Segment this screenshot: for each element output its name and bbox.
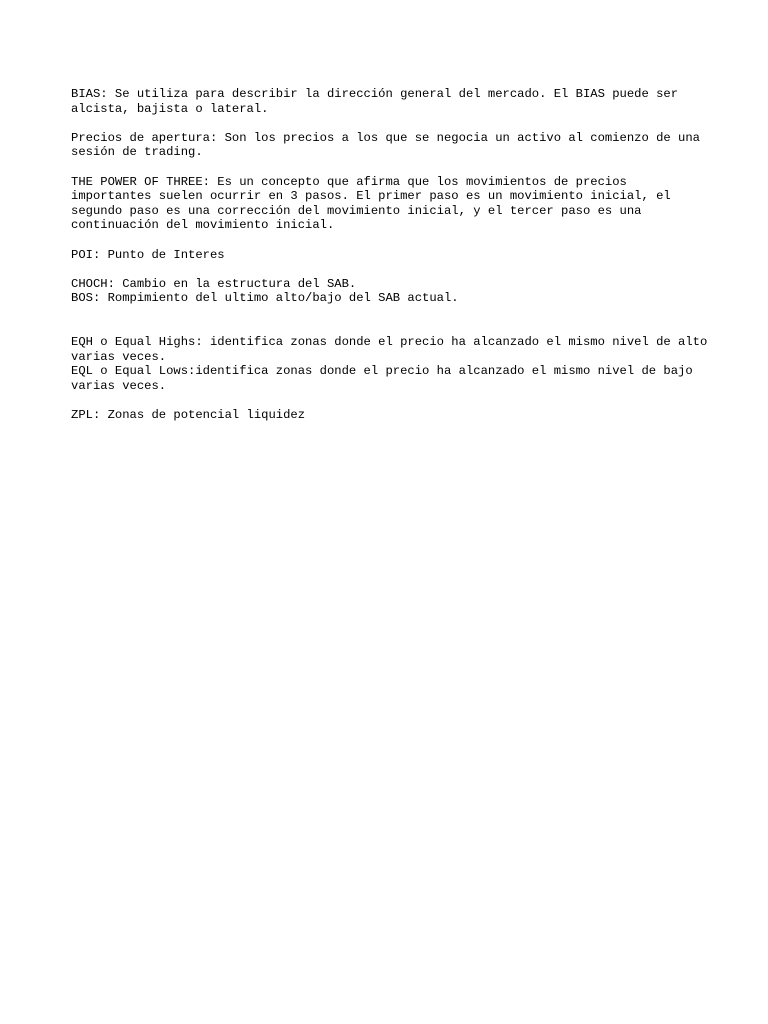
document-body [71,87,715,437]
paragraph-opening-prices: Precios de apertura: Son los precios a los que se negocia un activo al comienzo de una sesión de trading. [71,130,708,160]
paragraph-eqh: EQH o Equal Highs: identifica zonas donde el precio ha alcanzado el mismo nivel de alto varias veces. [71,335,715,364]
paragraph-choch: CHOCH: Cambio en la estructura del SAB. [71,276,357,291]
paragraph-zpl: ZPL: Zonas de potencial liquidez [71,408,306,423]
paragraph-bos: BOS: Rompimiento del ultimo alto/bajo del SAB actual. [71,291,459,306]
paragraph-poi: POI: Punto de Interes [71,247,225,262]
paragraph-bias: BIAS: Se utiliza para describir la dirección general del mercado. El BIAS puede ser alcista, bajista o lateral. [71,87,686,116]
paragraph-eql: EQL o Equal Lows:identifica zonas donde el precio ha alcanzado el mismo nivel de bajo varias veces. [71,364,700,393]
paragraph-power-of-three: THE POWER OF THREE: Es un concepto que afirma que los movimientos de precios importantes suelen ocurrir en 3 pasos. El primer paso es un movimiento inicial, el segundo paso es una corrección del movimiento inicial, y el tercer paso es una continuación del movimiento inicial. [71,174,679,233]
